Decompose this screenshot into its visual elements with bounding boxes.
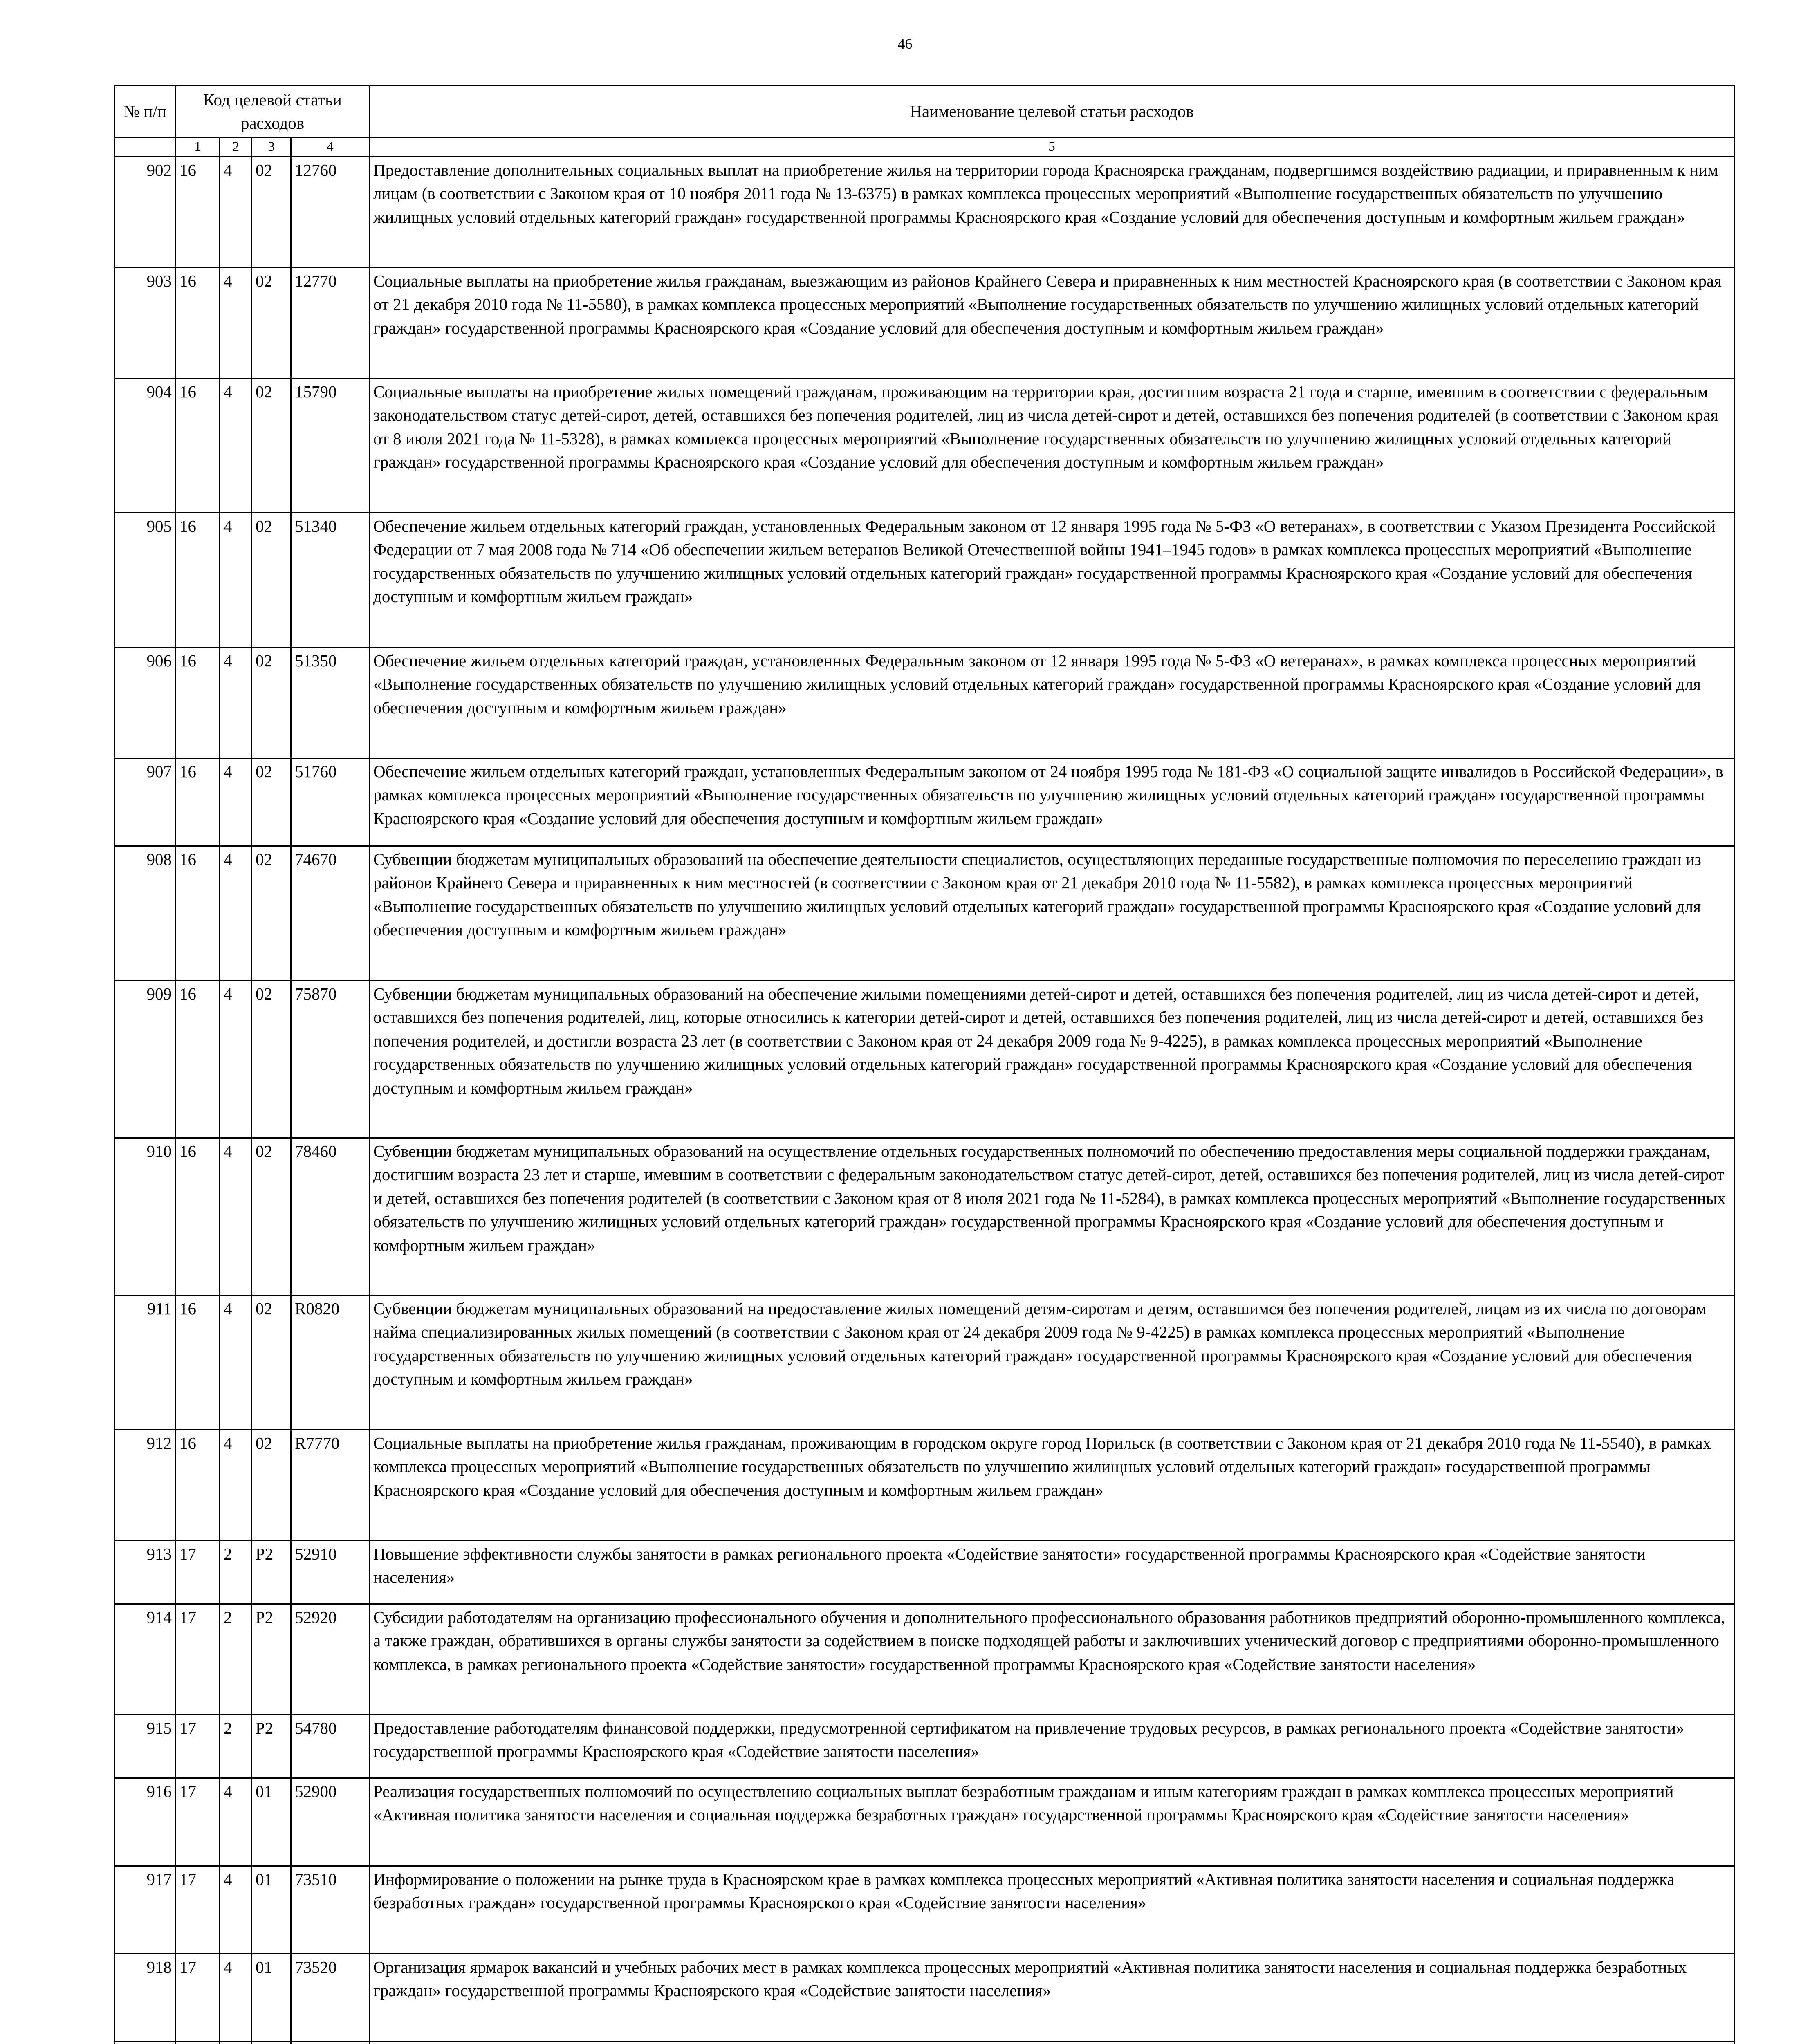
row-number: 913 — [114, 1540, 176, 1604]
code-part-3: 02 — [252, 1138, 291, 1295]
header-colnum: 1 — [176, 138, 220, 157]
code-part-2: 4 — [220, 1430, 252, 1540]
table-row — [114, 846, 1734, 980]
code-part-3: 02 — [252, 267, 291, 378]
code-part-3: P2 — [252, 1604, 291, 1715]
code-part-4: 73510 — [291, 1866, 370, 1954]
table-row — [114, 1866, 1734, 1954]
code-part-1: 16 — [176, 758, 220, 846]
header-colnum — [114, 138, 176, 157]
header-colnum: 5 — [370, 138, 1734, 157]
row-name: Субвенции бюджетам муниципальных образований на предоставление жилых помещений детям-сиротам и детям, оставшимся без попечения родителей, лицам из их числа по договорам найма специализированных жилых помещений (в соответствии с Законом края от 24 декабря 2009 года № 9-4225) в рамках комплекса процессных мероприятий «Выполнение государственных обязательств по улучшению жилищных условий отдельных категорий граждан» государственной программы Красноярского края «Создание условий для обеспечения доступным и комфортным жильем граждан» — [370, 1295, 1734, 1430]
code-part-1: 16 — [176, 1295, 220, 1430]
row-number: 905 — [114, 513, 176, 647]
code-part-3: 01 — [252, 1778, 291, 1866]
code-part-3: 02 — [252, 980, 291, 1138]
table-row — [114, 758, 1734, 846]
row-name: Информирование о положении на рынке труда в Красноярском крае в рамках комплекса процессных мероприятий «Активная политика занятости населения и социальная поддержка безработных граждан» государственной программы Красноярского края «Содействие занятости населения» — [370, 1866, 1734, 1954]
code-part-1: 16 — [176, 647, 220, 758]
table-row — [114, 1540, 1734, 1604]
code-part-1: 17 — [176, 1954, 220, 2042]
code-part-4: 51340 — [291, 513, 370, 647]
code-part-2: 4 — [220, 513, 252, 647]
code-part-3: 01 — [252, 1866, 291, 1954]
code-part-4: 74670 — [291, 846, 370, 980]
code-part-1: 17 — [176, 1866, 220, 1954]
row-name: Обеспечение жильем отдельных категорий граждан, установленных Федеральным законом от 24 ноября 1995 года № 181-ФЗ «О социальной защите инвалидов в Российской Федерации», в рамках комплекса процессных мероприятий «Выполнение государственных обязательств по улучшению жилищных условий отдельных категорий граждан» государственной программы Красноярского края «Создание условий для обеспечения доступным и комфортным жильем граждан» — [370, 758, 1734, 846]
code-part-1: 17 — [176, 1604, 220, 1715]
page-number: 46 — [897, 36, 913, 52]
table-row — [114, 1430, 1734, 1540]
code-part-4: 75870 — [291, 980, 370, 1138]
code-part-1: 17 — [176, 1778, 220, 1866]
code-part-3: 02 — [252, 1430, 291, 1540]
row-name: Предоставление дополнительных социальных выплат на приобретение жилья на территории города Красноярска гражданам, подвергшимся воздействию радиации, и приравненным к ним лицам (в соответствии с Законом края от 10 ноября 2011 года № 13-6375) в рамках комплекса процессных мероприятий «Выполнение государственных обязательств по улучшению жилищных условий отдельных категорий граждан» государственной программы Красноярского края «Создание условий для обеспечения доступным и комфортным жильем граждан» — [370, 157, 1734, 267]
code-part-3: 02 — [252, 1295, 291, 1430]
table-row — [114, 1295, 1734, 1430]
code-part-2: 4 — [220, 1866, 252, 1954]
code-part-3: 02 — [252, 378, 291, 513]
code-part-2: 4 — [220, 157, 252, 267]
code-part-2: 4 — [220, 267, 252, 378]
code-part-4: 54780 — [291, 1715, 370, 1778]
row-number: 918 — [114, 1954, 176, 2042]
code-part-2: 4 — [220, 980, 252, 1138]
code-part-3: 02 — [252, 758, 291, 846]
row-number: 916 — [114, 1778, 176, 1866]
code-part-2: 4 — [220, 378, 252, 513]
table-row — [114, 1778, 1734, 1866]
code-part-2: 4 — [220, 758, 252, 846]
code-part-1: 16 — [176, 980, 220, 1138]
code-part-4: 51350 — [291, 647, 370, 758]
table-row — [114, 647, 1734, 758]
row-name: Субсидии работодателям на организацию профессионального обучения и дополнительного профессионального образования работников предприятий оборонно-промышленного комплекса, а также граждан, обратившихся в органы службы занятости за содействием в поиске подходящей работы и заключивших ученический договор с предприятиями оборонно-промышленного комплекса, в рамках регионального проекта «Содействие занятости» государственной программы Красноярского края «Содействие занятости населения» — [370, 1604, 1734, 1715]
code-part-3: 02 — [252, 513, 291, 647]
code-part-2: 4 — [220, 1778, 252, 1866]
code-part-1: 16 — [176, 513, 220, 647]
row-name: Обеспечение жильем отдельных категорий граждан, установленных Федеральным законом от 12 января 1995 года № 5-ФЗ «О ветеранах», в соответствии с Указом Президента Российской Федерации от 7 мая 2008 года № 714 «Об обеспечении жильем ветеранов Великой Отечественной войны 1941–1945 годов» в рамках комплекса процессных мероприятий «Выполнение государственных обязательств по улучшению жилищных условий отдельных категорий граждан» государственной программы Красноярского края «Создание условий для обеспечения доступным и комфортным жильем граждан» — [370, 513, 1734, 647]
code-part-4: 15790 — [291, 378, 370, 513]
code-part-1: 16 — [176, 267, 220, 378]
row-number: 908 — [114, 846, 176, 980]
row-number: 907 — [114, 758, 176, 846]
row-number: 909 — [114, 980, 176, 1138]
code-part-4: 12760 — [291, 157, 370, 267]
code-part-2: 4 — [220, 846, 252, 980]
row-name: Субвенции бюджетам муниципальных образований на обеспечение деятельности специалистов, осуществляющих переданные государственные полномочия по переселению граждан из районов Крайнего Севера и приравненных к ним местностей (в соответствии с Законом края от 21 декабря 2010 года № 11-5582), в рамках комплекса процессных мероприятий «Выполнение государственных обязательств по улучшению жилищных условий отдельных категорий граждан» государственной программы Красноярского края «Создание условий для обеспечения доступным и комфортным жильем граждан» — [370, 846, 1734, 980]
table-header-row — [114, 86, 1734, 138]
row-name: Реализация государственных полномочий по осуществлению социальных выплат безработным гражданам и иным категориям граждан в рамках комплекса процессных мероприятий «Активная политика занятости населения и социальная поддержка безработных граждан» государственной программы Красноярского края «Содействие занятости населения» — [370, 1778, 1734, 1866]
row-name: Обеспечение жильем отдельных категорий граждан, установленных Федеральным законом от 12 января 1995 года № 5-ФЗ «О ветеранах», в рамках комплекса процессных мероприятий «Выполнение государственных обязательств по улучшению жилищных условий отдельных категорий граждан» государственной программы Красноярского края «Создание условий для обеспечения доступным и комфортным жильем граждан» — [370, 647, 1734, 758]
header-name: Наименование целевой статьи расходов — [370, 86, 1734, 138]
code-part-4: 78460 — [291, 1138, 370, 1295]
code-part-3: 01 — [252, 1954, 291, 2042]
table-row — [114, 2042, 1734, 2044]
code-part-3: 02 — [252, 157, 291, 267]
table-row — [114, 157, 1734, 267]
code-part-4: 52920 — [291, 1604, 370, 1715]
code-part-3: 02 — [252, 647, 291, 758]
table-row — [114, 1138, 1734, 1295]
row-number: 912 — [114, 1430, 176, 1540]
code-part-4: R7770 — [291, 1430, 370, 1540]
code-part-4: 52910 — [291, 1540, 370, 1604]
row-name: Субвенции бюджетам муниципальных образований на осуществление отдельных государственных полномочий по обеспечению предоставления меры социальной поддержки гражданам, достигшим возраста 23 лет и старше, имевшим в соответствии с федеральным законодательством статус детей-сирот, детей, оставшихся без попечения родителей, лиц из числа детей-сирот и детей, оставшихся без попечения родителей (в соответствии с Законом края от 8 июля 2021 года № 11-5284), в рамках комплекса процессных мероприятий «Выполнение государственных обязательств по улучшению жилищных условий отдельных категорий граждан» государственной программы Красноярского края «Создание условий для обеспечения доступным и комфортным жильем граждан» — [370, 1138, 1734, 1295]
row-name: Социальные выплаты на приобретение жилья гражданам, выезжающим из районов Крайнего Севера и приравненных к ним местностей Красноярского края (в соответствии с Законом края от 21 декабря 2010 года № 11-5580), в рамках комплекса процессных мероприятий «Выполнение государственных обязательств по улучшению жилищных условий отдельных категорий граждан» государственной программы Красноярского края «Создание условий для обеспечения доступным и комфортным жильем граждан» — [370, 267, 1734, 378]
code-part-1: 16 — [176, 1430, 220, 1540]
table-row — [114, 513, 1734, 647]
row-number: 903 — [114, 267, 176, 378]
table-row — [114, 1715, 1734, 1778]
code-part-1: 17 — [176, 1715, 220, 1778]
row-number: 915 — [114, 1715, 176, 1778]
code-part-2: 4 — [220, 1138, 252, 1295]
code-part-4 — [291, 2042, 370, 2044]
code-part-2: 4 — [220, 1295, 252, 1430]
row-number: 910 — [114, 1138, 176, 1295]
row-name: Социальные выплаты на приобретение жилых помещений гражданам, проживающим на территории края, достигшим возраста 21 года и старше, имевшим в соответствии с федеральным законодательством статус детей-сирот, детей, оставшихся без попечения родителей, лиц из числа детей-сирот и детей, оставшихся без попечения родителей (в соответствии с Законом края от 8 июля 2021 года № 11-5328), в рамках комплекса процессных мероприятий «Выполнение государственных обязательств по улучшению жилищных условий отдельных категорий граждан» государственной программы Красноярского края «Создание условий для обеспечения доступным и комфортным жильем граждан» — [370, 378, 1734, 513]
code-part-2: 4 — [220, 1954, 252, 2042]
code-part-1: 17 — [176, 1540, 220, 1604]
row-number: 914 — [114, 1604, 176, 1715]
code-part-1: 16 — [176, 157, 220, 267]
row-name: Социальные выплаты на приобретение жилья гражданам, проживающим в городском округе город Норильск (в соответствии с Законом края от 21 декабря 2010 года № 11-5540), в рамках комплекса процессных мероприятий «Выполнение государственных обязательств по улучшению жилищных условий отдельных категорий граждан» государственной программы Красноярского края «Создание условий для обеспечения доступным и комфортным жильем граждан» — [370, 1430, 1734, 1540]
code-part-1: 16 — [176, 378, 220, 513]
row-number — [114, 2042, 176, 2044]
code-part-3: 02 — [252, 846, 291, 980]
table-row — [114, 980, 1734, 1138]
code-part-2: 2 — [220, 1604, 252, 1715]
table-row — [114, 267, 1734, 378]
code-part-2: 2 — [220, 1715, 252, 1778]
code-part-3: P2 — [252, 1715, 291, 1778]
code-part-1: 16 — [176, 1138, 220, 1295]
row-name: Субвенции бюджетам муниципальных образований на обеспечение жилыми помещениями детей-сирот и детей, оставшихся без попечения родителей, лиц из числа детей-сирот и детей, оставшихся без попечения родителей, лиц, которые относились к категории детей-сирот и детей, оставшихся без попечения родителей, лиц из числа детей-сирот и детей, оставшихся без попечения родителей, и достигли возраста 23 лет (в соответствии с Законом края от 24 декабря 2009 года № 9-4225), в рамках комплекса процессных мероприятий «Выполнение государственных обязательств по улучшению жилищных условий отдельных категорий граждан» государственной программы Красноярского края «Создание условий для обеспечения доступным и комфортным жильем граждан» — [370, 980, 1734, 1138]
header-colnum: 4 — [291, 138, 370, 157]
code-part-1: 16 — [176, 846, 220, 980]
row-number: 902 — [114, 157, 176, 267]
code-part-4: 52900 — [291, 1778, 370, 1866]
code-part-2 — [220, 2042, 252, 2044]
row-number: 917 — [114, 1866, 176, 1954]
code-part-4: 51760 — [291, 758, 370, 846]
table-row — [114, 1604, 1734, 1715]
code-part-3: P2 — [252, 1540, 291, 1604]
header-code: Код целевой статьи расходов — [176, 86, 370, 138]
code-part-4: 73520 — [291, 1954, 370, 2042]
budget-table — [114, 85, 1735, 2044]
row-number: 904 — [114, 378, 176, 513]
code-part-4: R0820 — [291, 1295, 370, 1430]
header-colnum: 2 — [220, 138, 252, 157]
code-part-2: 4 — [220, 647, 252, 758]
header-column-numbers — [114, 138, 1734, 157]
code-part-4: 12770 — [291, 267, 370, 378]
header-colnum: 3 — [252, 138, 291, 157]
header-num: № п/п — [114, 86, 176, 138]
code-part-1 — [176, 2042, 220, 2044]
code-part-2: 2 — [220, 1540, 252, 1604]
table-row — [114, 1954, 1734, 2042]
row-name: Организация ярмарок вакансий и учебных рабочих мест в рамках комплекса процессных мероприятий «Активная политика занятости населения и социальная поддержка безработных граждан» государственной программы Красноярского края «Содействие занятости населения» — [370, 1954, 1734, 2042]
table-row — [114, 378, 1734, 513]
code-part-3 — [252, 2042, 291, 2044]
row-name: Повышение эффективности службы занятости в рамках регионального проекта «Содействие занятости» государственной программы Красноярского края «Содействие занятости населения» — [370, 1540, 1734, 1604]
row-number: 911 — [114, 1295, 176, 1430]
row-number: 906 — [114, 647, 176, 758]
row-name — [370, 2042, 1734, 2044]
row-name: Предоставление работодателям финансовой поддержки, предусмотренной сертификатом на привлечение трудовых ресурсов, в рамках регионального проекта «Содействие занятости» государственной программы Красноярского края «Содействие занятости населения» — [370, 1715, 1734, 1778]
